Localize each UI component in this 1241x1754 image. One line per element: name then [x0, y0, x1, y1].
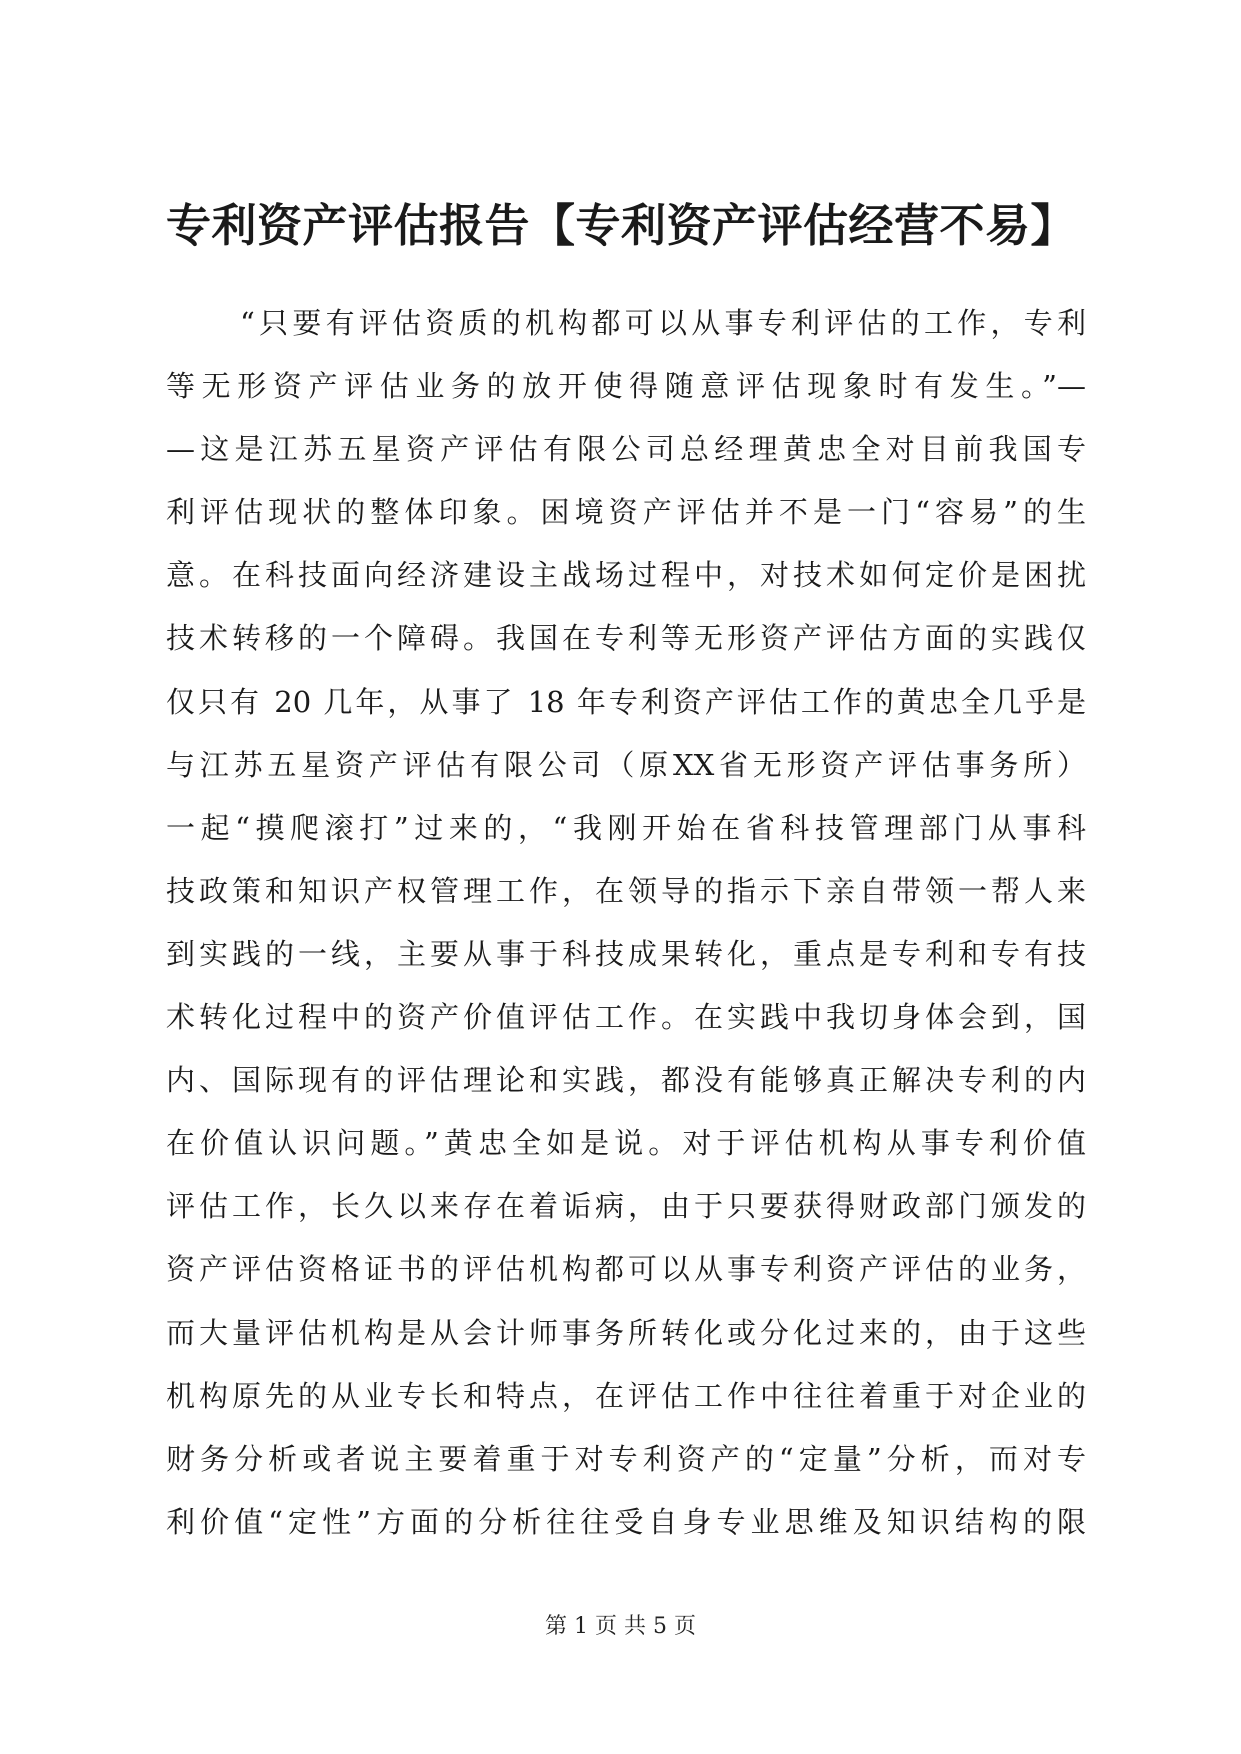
text-line: 内、国际现有的评估理论和实践，都没有能够真正解决专利的内: [166, 1063, 1086, 1098]
text-line: 与江苏五星资产评估有限公司（原XX省无形资产评估事务所）: [166, 747, 1086, 782]
text-line: 资产评估资格证书的评估机构都可以从事专利资产评估的业务，: [166, 1252, 1086, 1287]
text-line: 等无形资产评估业务的放开使得随意评估现象时有发生。”—: [166, 369, 1086, 404]
text-line: 术转化过程中的资产价值评估工作。在实践中我切身体会到，国: [166, 1000, 1086, 1035]
body-text: [166, 292, 1086, 1554]
text-line: “只要有评估资质的机构都可以从事专利评估的工作，专利: [240, 306, 1086, 340]
text-line: 一起“摸爬滚打”过来的，“我刚开始在省科技管理部门从事科: [166, 810, 1086, 845]
text-line: 技政策和知识产权管理工作，在领导的指示下亲自带领一帮人来: [166, 873, 1086, 908]
text-line: 机构原先的从业专长和特点，在评估工作中往往着重于对企业的: [166, 1378, 1086, 1413]
text-line: —这是江苏五星资产评估有限公司总经理黄忠全对目前我国专: [166, 432, 1086, 467]
text-line: 意。在科技面向经济建设主战场过程中，对技术如何定价是困扰: [166, 558, 1086, 593]
text-line: 财务分析或者说主要着重于对专利资产的“定量”分析，而对专: [166, 1441, 1086, 1476]
text-line: 在价值认识问题。”黄忠全如是说。对于评估机构从事专利价值: [166, 1126, 1086, 1161]
text-line: 利价值“定性”方面的分析往往受自身专业思维及知识结构的限: [166, 1504, 1086, 1539]
text-line: 利评估现状的整体印象。困境资产评估并不是一门“容易”的生: [166, 495, 1086, 530]
text-line: 到实践的一线，主要从事于科技成果转化，重点是专利和专有技: [166, 936, 1086, 971]
page-number-footer: 第 1 页 共 5 页: [545, 1614, 696, 1639]
text-line: 仅只有 20 几年，从事了 18 年专利资产评估工作的黄忠全几乎是: [166, 684, 1086, 719]
text-line: 技术转移的一个障碍。我国在专利等无形资产评估方面的实践仅: [166, 621, 1086, 656]
text-line: 而大量评估机构是从会计师事务所转化或分化过来的，由于这些: [166, 1315, 1086, 1350]
text-line: 评估工作，长久以来存在着诟病，由于只要获得财政部门颁发的: [166, 1189, 1086, 1224]
document-title: 专利资产评估报告【专利资产评估经营不易】: [166, 199, 1077, 252]
